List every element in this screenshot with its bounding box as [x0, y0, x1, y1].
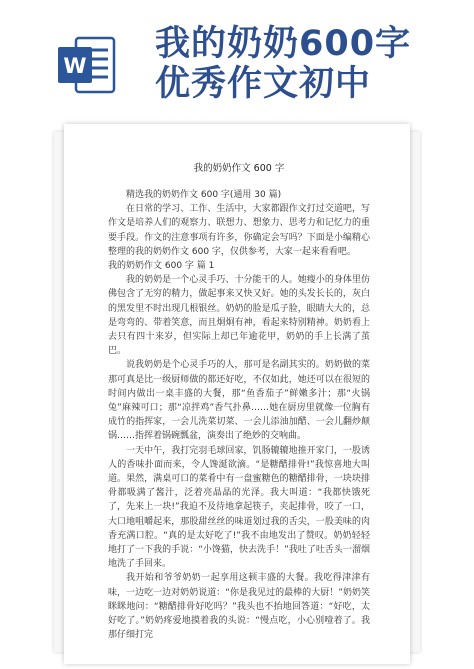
page-title-line-1: 我的奶奶600字 [155, 24, 412, 64]
page-title-line-2: 优秀作文初中 [155, 64, 372, 104]
document-subtitle: 我的奶奶作文 600 字 篇 1 [108, 261, 215, 272]
word-document-icon [56, 34, 118, 96]
document-paragraph: 在日常的学习、工作、生活中，大家都跟作文打过交道吧，写作文是培养人们的观察力、联想力、想象力、思考力和记忆力的重要手段。作文的注意事项有许多，你确定会写吗？下面是小编精心整理的我的奶奶作文 600 字，仅供参考，大家一起来看看吧。 [108, 204, 370, 257]
document-paragraph: 一天中午，我打完羽毛球回家，饥肠辘辘地推开家门，一股诱人的香味扑面而来，令人馋涎欲滴。“是糖醋排骨!”我惊喜地大叫道。果然，满桌可口的菜肴中有一盘蜜糖色的糖醋排骨，一块块排骨都吸满了酱汁，泛着亮晶晶的光泽。我大叫道：“我都快饿死了，先来上一块!”我迫不及待地拿起筷子，夹起排骨，咬了一口，大口地咀嚼起来，那股甜丝丝的味道划过我的舌尖，一股美味的肉香充满口腔。“真的是太好吃了!”我不由地发出了赞叹。奶奶轻轻地打了一下我的手说：“小馋猫，快去洗手！”我吐了吐舌头一溜烟地洗了手回来。 [108, 445, 370, 570]
document-page [64, 124, 410, 664]
word-icon-letter: W [63, 54, 87, 78]
document-title: 我的奶奶作文 600 字 [193, 163, 285, 174]
page-header [0, 0, 474, 118]
document-paragraph: 说我奶奶是个心灵手巧的人，那可是名副其实的。奶奶做的菜那可真是比一级厨师做的都还好吃，不仅如此，她还可以在很短的时间内做出一桌丰盛的大餐，那“鱼香茄子”鲜嫩多汁；那“火锅兔”麻辣可口；那“凉拌鸡”香气扑鼻……她在厨房里就像一位胸有成竹的指挥家，一会儿洗菜切菜、一会儿添油加醋、一会儿翻炒颠锅……指挥着锅碗瓢盆，演奏出了绝妙的交响曲。 [108, 360, 370, 442]
document-body [108, 162, 370, 643]
document-paragraph: 我开始和爷爷奶奶一起享用这顿丰盛的大餐。我吃得津津有味，一边吃一边对奶奶说道：“你是我见过的最棒的大厨！”奶奶笑眯眯地问：“糖醋排骨好吃吗？”我头也不抬地回答道：“好吃，太好吃了。”奶奶疼爱地摸着我的头说：“慢点吃，小心别噎着了。我那仔细打完 [108, 573, 370, 641]
document-intro: 精选我的奶奶作文 600 字(通用 30 篇) [126, 190, 282, 200]
document-paragraph: 我的奶奶是一个心灵手巧、十分能干的人。她瘦小的身体里仿佛包含了无穷的精力，做起事来又快又好。她的头发长长的，灰白的黑发里不时出现几根银丝。奶奶的脸是瓜子脸，眼睛大大的，总是弯弯的、带着笑意，而且炯炯有神，看起来特别精神。奶奶看上去只有四十来岁，但实际上却已年逾花甲，奶奶的手上长满了茧巴。 [108, 275, 370, 357]
